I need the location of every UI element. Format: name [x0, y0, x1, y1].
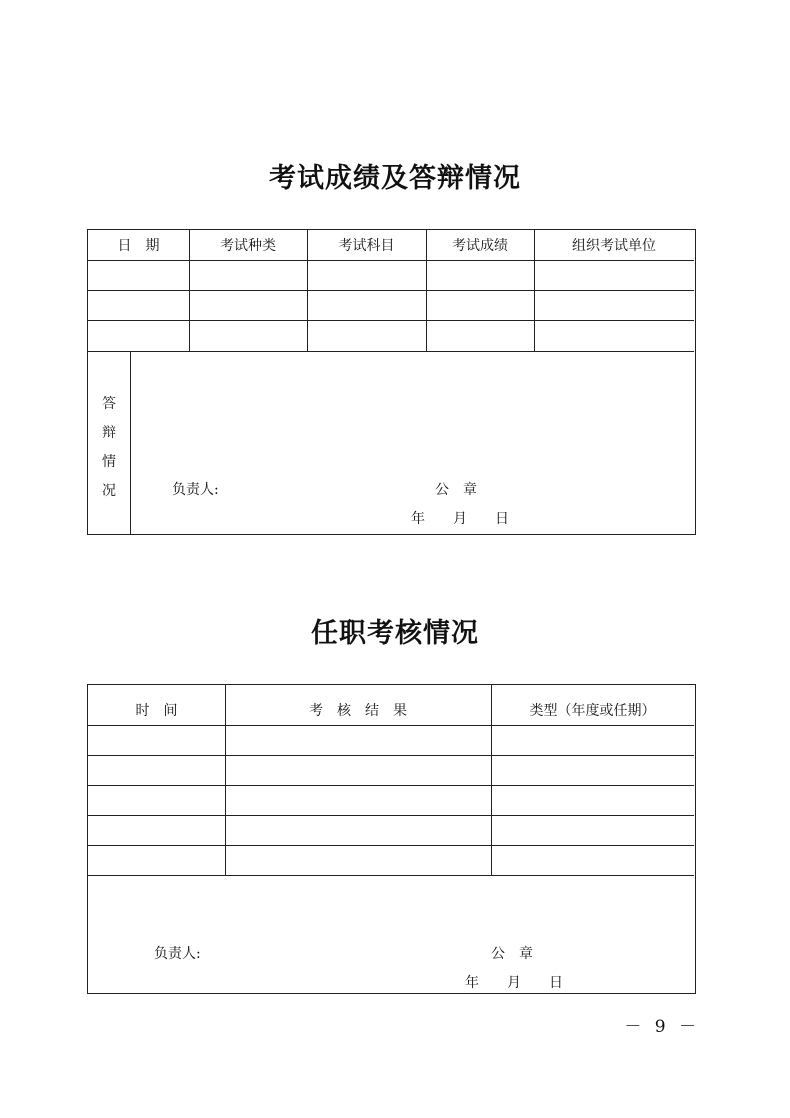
header-exam-organizer: 组织考试单位 — [572, 238, 656, 254]
assessment-table-rule — [88, 875, 694, 876]
header-assessment-result: 考 核 结 果 — [309, 703, 407, 719]
defense-label-char: 答 — [102, 396, 116, 412]
defense-label-char: 况 — [102, 483, 116, 499]
date-label: 年 月 日 — [465, 975, 563, 991]
responsible-person-label: 负责人: — [154, 946, 201, 962]
exam-table-rule — [130, 351, 131, 534]
header-date: 日 期 — [117, 238, 160, 254]
exam-section-title: 考试成绩及答辩情况 — [269, 163, 521, 194]
defense-label-char: 辩 — [102, 425, 116, 441]
assessment-table — [87, 684, 696, 994]
assessment-section-title: 任职考核情况 — [311, 618, 479, 649]
assessment-table-rule — [88, 785, 694, 786]
header-exam-score: 考试成绩 — [452, 238, 508, 254]
date-label: 年 月 日 — [411, 511, 509, 527]
header-exam-subject: 考试科目 — [338, 238, 395, 254]
page-number: － 9 － — [624, 1017, 700, 1037]
exam-table-rule — [88, 290, 694, 291]
official-seal-label: 公 章 — [435, 482, 477, 498]
exam-table-rule — [88, 351, 694, 352]
responsible-person-label: 负责人: — [172, 482, 219, 498]
exam-table — [87, 229, 696, 535]
exam-table-rule — [88, 320, 694, 321]
assessment-table-rule — [88, 755, 694, 756]
exam-table-rule — [88, 260, 694, 261]
assessment-table-rule — [88, 725, 694, 726]
header-exam-type: 考试种类 — [220, 238, 276, 254]
header-assessment-type: 类型（年度或任期） — [529, 703, 656, 719]
header-time: 时 间 — [135, 703, 178, 719]
defense-label-char: 情 — [102, 454, 116, 470]
assessment-table-rule — [88, 815, 694, 816]
official-seal-label: 公 章 — [491, 946, 533, 962]
assessment-table-rule — [88, 845, 694, 846]
defense-label — [99, 390, 119, 506]
